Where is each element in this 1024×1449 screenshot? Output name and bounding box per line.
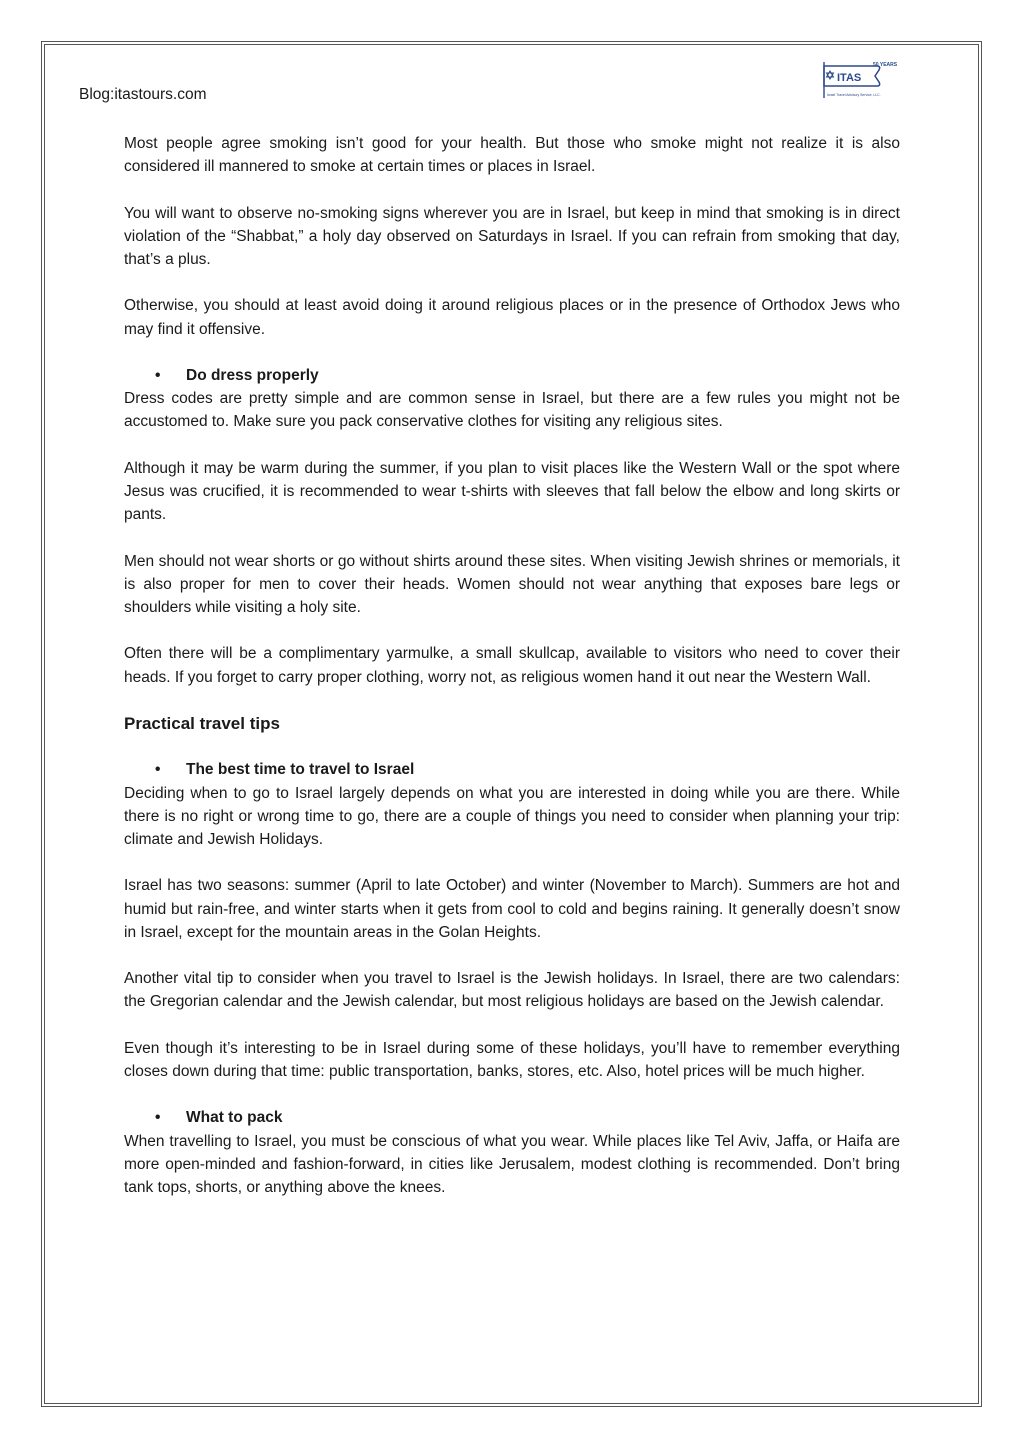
- bullet-icon: •: [155, 366, 161, 384]
- paragraph: Men should not wear shorts or go without shirts around these sites. When visiting Jewish shrines or memorials, it is also proper for men to cover their heads. Women should not wear anything that exposes bare legs or shoulders while visiting a holy site.: [124, 552, 900, 616]
- paragraph: Most people agree smoking isn’t good for your health. But those who smoke might not realize it is also considered ill mannered to smoke at certain times or places in Israel.: [124, 135, 900, 176]
- paragraph: Otherwise, you should at least avoid doing it around religious places or in the presence of Orthodox Jews who may find it offensive.: [124, 297, 900, 338]
- bullet-icon: •: [155, 761, 161, 779]
- bullet-label: What to pack: [186, 1109, 283, 1127]
- paragraph: You will want to observe no-smoking signs wherever you are in Israel, but keep in mind that smoking is in direct violation of the “Shabbat,” a holy day observed on Saturdays in Israel. If you can refrain from smoking that day, that’s a plus.: [124, 204, 900, 268]
- bullet-item-best-time: [124, 758, 900, 781]
- paragraph: Dress codes are pretty simple and are common sense in Israel, but there are a few rules you might not be accustomed to. Make sure you pack conservative clothes for visiting any religious sites.: [124, 390, 900, 431]
- itas-logo: [815, 58, 905, 100]
- paragraph: Often there will be a complimentary yarmulke, a small skullcap, available to visitors who need to cover their heads. If you forget to carry proper clothing, worry not, as religious women hand it out near the Western Wall.: [124, 645, 900, 686]
- bullet-label: The best time to travel to Israel: [186, 761, 415, 779]
- paragraph: Another vital tip to consider when you travel to Israel is the Jewish holidays. In Israel, there are two calendars: the Gregorian calendar and the Jewish calendar, but most religious holidays are based on the Jewish calendar.: [124, 970, 900, 1011]
- paragraph: Israel has two seasons: summer (April to late October) and winter (November to March). Summers are hot and humid but rain-free, and winter starts when it gets from cool to cold and begins raining. It generally doesn’t snow in Israel, except for the mountain areas in the Golan Heights.: [124, 877, 900, 941]
- logo-tagline: Israel Travel Advisory Service, LLC.: [827, 93, 881, 97]
- section-heading: Practical travel tips: [124, 713, 280, 733]
- paragraph: Although it may be warm during the summer, if you plan to visit places like the Western Wall or the spot where Jesus was crucified, it is recommended to wear t-shirts with sleeves that fall below the elbow and long skirts or pants.: [124, 459, 900, 524]
- article-body: [124, 132, 900, 1222]
- logo-badge: 50 YEARS: [873, 62, 898, 68]
- paragraph: Even though it’s interesting to be in Israel during some of these holidays, you’ll have to remember everything closes down during that time: public transportation, banks, stores, etc. Also, hotel prices will be much higher.: [124, 1039, 900, 1080]
- bullet-icon: •: [155, 1109, 161, 1127]
- bullet-item-what-to-pack: [124, 1106, 900, 1129]
- bullet-label: Do dress properly: [186, 366, 319, 384]
- logo-text: ITAS: [837, 72, 862, 84]
- blog-site-label: Blog:itastours.com: [79, 86, 207, 103]
- paragraph: When travelling to Israel, you must be conscious of what you wear. While places like Tel Aviv, Jaffa, or Haifa are more open-minded and fashion-forward, in cities like Jerusalem, modest clothing is recommended. Don’t bring tank tops, shorts, or anything above the knees.: [124, 1132, 900, 1196]
- paragraph: Deciding when to go to Israel largely depends on what you are interested in doing while you are there. While there is no right or wrong time to go, there are a couple of things you need to consider when planning your trip: climate and Jewish Holidays.: [124, 784, 900, 848]
- bullet-item-dress: [124, 364, 900, 387]
